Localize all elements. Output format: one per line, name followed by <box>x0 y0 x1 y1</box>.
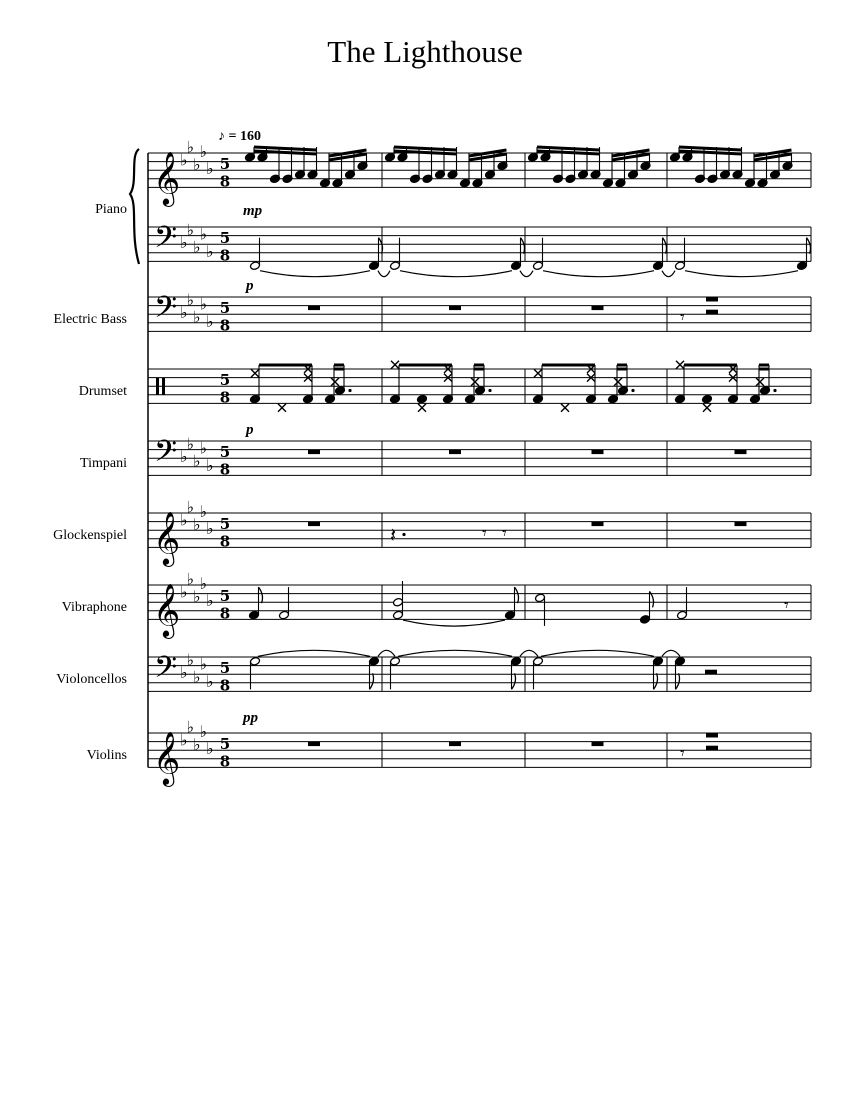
flat-sign: ♭ <box>186 650 195 670</box>
time-signature-top: 5 <box>219 443 231 462</box>
cymbal-notehead <box>676 361 684 369</box>
instrument-label-drumset: Drumset <box>78 384 127 399</box>
time-signature-bottom: 8 <box>219 460 231 479</box>
piano-lh-half-note <box>675 261 686 271</box>
cymbal-notehead <box>391 361 399 369</box>
whole-rest <box>592 450 604 455</box>
flat-sign: ♭ <box>186 569 195 589</box>
flat-sign: ♭ <box>186 717 195 737</box>
instrument-label-timpani: Timpani <box>80 456 127 471</box>
flat-sign: ♭ <box>199 142 208 161</box>
whole-rest <box>308 450 320 455</box>
flat-sign: ♭ <box>193 237 201 257</box>
whole-rest <box>308 522 320 527</box>
cello-half-note <box>390 657 401 667</box>
tie <box>400 271 512 277</box>
vibraphone-note <box>249 610 260 620</box>
flat-sign: ♭ <box>199 722 208 741</box>
flat-sign: ♭ <box>199 654 208 674</box>
beam <box>679 147 742 150</box>
treble-clef: 𝄞 <box>153 510 181 565</box>
cello-eighth-note <box>369 657 380 667</box>
time-signature-bottom: 8 <box>219 246 231 265</box>
beam <box>254 147 317 150</box>
time-signature-bottom: 8 <box>219 172 231 191</box>
vibraphone-note <box>535 593 546 603</box>
cymbal-notehead <box>331 378 339 386</box>
flag <box>259 587 263 603</box>
time-signature-bottom: 8 <box>219 676 231 695</box>
flat-sign: ♭ <box>180 730 188 750</box>
piano-lh-eighth-note <box>653 261 664 271</box>
half-rest <box>706 310 718 315</box>
cymbal-notehead <box>471 378 479 386</box>
flat-sign: ♭ <box>180 447 188 467</box>
dot <box>348 389 351 392</box>
flag <box>676 673 680 689</box>
flat-sign: ♭ <box>186 220 195 240</box>
time-signature-top: 5 <box>219 371 231 390</box>
time-signature-top: 5 <box>219 735 231 754</box>
percussion-clef <box>156 378 159 395</box>
drum-kick <box>702 394 713 404</box>
flat-sign: ♭ <box>206 455 214 475</box>
time-signature-bottom: 8 <box>219 388 231 407</box>
flat-sign: ♭ <box>193 451 201 471</box>
flat-sign: ♭ <box>186 290 195 310</box>
tempo-marking: ♪ = 160 <box>218 129 261 144</box>
flat-sign: ♭ <box>180 303 188 323</box>
flag <box>807 238 811 254</box>
tie <box>520 650 538 656</box>
notation-layer <box>245 147 811 764</box>
flat-sign: ♭ <box>193 307 201 327</box>
instrument-label-piano: Piano <box>95 202 127 217</box>
bass-clef: 𝄢 <box>154 435 178 477</box>
dynamic-piano-rh: mp <box>243 203 263 219</box>
whole-rest <box>706 733 718 738</box>
dot <box>488 389 491 392</box>
time-signature-bottom: 8 <box>219 316 231 335</box>
tie <box>662 271 675 277</box>
flag <box>663 238 667 254</box>
cymbal-notehead <box>614 378 622 386</box>
time-signature-top: 5 <box>219 587 231 606</box>
cello-eighth-note <box>675 657 686 667</box>
tie <box>543 271 654 277</box>
cello-half-note <box>250 657 261 667</box>
tie <box>685 271 798 277</box>
time-signature-top: 5 <box>219 659 231 678</box>
piano-lh-half-note <box>390 261 401 271</box>
piano-lh-eighth-note <box>797 261 808 271</box>
bass-clef: 𝄢 <box>154 291 178 333</box>
treble-clef: 𝄞 <box>153 730 181 785</box>
flat-sign: ♭ <box>206 519 214 539</box>
flat-sign: ♭ <box>199 574 208 593</box>
flat-sign: ♭ <box>206 591 214 611</box>
whole-rest <box>449 742 461 747</box>
flat-sign: ♭ <box>199 224 208 244</box>
flat-sign: ♭ <box>199 502 208 521</box>
staff-system <box>130 138 811 787</box>
instrument-label-violoncellos: Violoncellos <box>56 672 127 687</box>
time-signature-top: 5 <box>219 155 231 174</box>
flag <box>512 673 516 689</box>
flat-sign: ♭ <box>180 150 188 170</box>
vibraphone-note <box>640 615 651 625</box>
eighth-rest: 𝄾 <box>680 306 685 328</box>
dot <box>773 389 776 392</box>
tie <box>258 650 370 656</box>
eighth-rest: 𝄾 <box>784 594 789 616</box>
whole-rest <box>308 742 320 747</box>
eighth-rest: 𝄾 <box>680 742 685 764</box>
flag <box>654 673 658 689</box>
dot <box>631 389 634 392</box>
cymbal-notehead <box>418 404 426 412</box>
percussion-clef <box>162 378 165 395</box>
time-signature-bottom: 8 <box>219 532 231 551</box>
treble-clef: 𝄞 <box>153 150 181 205</box>
flag <box>370 673 374 689</box>
cymbal-notehead <box>561 404 569 412</box>
drum-kick <box>417 394 428 404</box>
flat-sign: ♭ <box>206 241 214 261</box>
instrument-label-violins: Violins <box>86 748 127 763</box>
flag <box>521 238 525 254</box>
cello-half-note <box>533 657 544 667</box>
tie <box>541 650 654 656</box>
flat-sign: ♭ <box>180 510 188 530</box>
instrument-label-vibraphone: Vibraphone <box>61 600 127 615</box>
cymbal-notehead <box>278 404 286 412</box>
flat-sign: ♭ <box>186 434 195 454</box>
flat-sign: ♭ <box>199 438 208 458</box>
piano-lh-half-note <box>250 261 261 271</box>
tie <box>403 620 505 626</box>
flat-sign: ♭ <box>180 233 188 253</box>
piano-brace <box>130 149 139 264</box>
dynamic-drumset: p <box>246 422 254 438</box>
flat-sign: ♭ <box>206 739 214 759</box>
flat-sign: ♭ <box>180 663 188 683</box>
whole-rest <box>592 522 604 527</box>
cello-eighth-note <box>653 657 664 667</box>
whole-rest <box>735 450 747 455</box>
treble-clef: 𝄞 <box>153 582 181 637</box>
whole-rest <box>735 522 747 527</box>
cymbal-notehead <box>534 369 542 377</box>
tie <box>398 650 512 656</box>
time-signature-bottom: 8 <box>219 752 231 771</box>
time-signature-bottom: 8 <box>219 604 231 623</box>
eighth-rest: 𝄾 <box>482 522 487 544</box>
cello-eighth-note <box>511 657 522 667</box>
dot <box>402 533 405 536</box>
flat-sign: ♭ <box>193 734 201 754</box>
flat-sign: ♭ <box>206 311 214 331</box>
piano-lh-eighth-note <box>511 261 522 271</box>
flat-sign: ♭ <box>193 667 201 687</box>
vibraphone-note <box>505 610 516 620</box>
dynamic-piano-lh: p <box>246 278 254 294</box>
tie <box>520 271 533 277</box>
bass-clef: 𝄢 <box>154 651 178 693</box>
half-rest <box>706 746 718 751</box>
flat-sign: ♭ <box>193 154 201 174</box>
time-signature-top: 5 <box>219 515 231 534</box>
flat-sign: ♭ <box>206 671 214 691</box>
tie <box>260 271 370 277</box>
whole-rest <box>449 450 461 455</box>
vibraphone-note <box>393 597 404 607</box>
eighth-rest: 𝄾 <box>502 522 507 544</box>
flat-sign: ♭ <box>206 159 214 179</box>
piano-lh-half-note <box>533 261 544 271</box>
flat-sign: ♭ <box>193 586 201 606</box>
time-signature-top: 5 <box>219 299 231 318</box>
whole-rest <box>308 306 320 311</box>
dynamic-violoncellos: pp <box>243 710 258 726</box>
whole-rest <box>592 306 604 311</box>
vibraphone-note <box>677 610 688 620</box>
time-signature-top: 5 <box>219 229 231 248</box>
flag <box>515 587 519 603</box>
beam <box>537 147 600 150</box>
flat-sign: ♭ <box>193 514 201 534</box>
score-title: The Lighthouse <box>327 34 523 69</box>
flat-sign: ♭ <box>180 582 188 602</box>
piano-lh-eighth-note <box>369 261 380 271</box>
instrument-label-glockenspiel: Glockenspiel <box>53 528 127 543</box>
half-rest <box>705 670 717 675</box>
cymbal-notehead <box>756 378 764 386</box>
whole-rest <box>592 742 604 747</box>
tie <box>662 650 680 656</box>
cymbal-notehead <box>251 369 259 377</box>
bass-clef: 𝄢 <box>154 221 178 263</box>
beam <box>394 147 457 150</box>
vibraphone-note <box>279 610 290 620</box>
flat-sign: ♭ <box>186 497 195 517</box>
whole-rest <box>449 306 461 311</box>
flat-sign: ♭ <box>186 137 195 157</box>
tie <box>378 271 390 277</box>
instrument-label-electric-bass: Electric Bass <box>53 312 127 327</box>
whole-rest <box>706 297 718 302</box>
vibraphone-note <box>393 610 404 620</box>
flat-sign: ♭ <box>199 294 208 314</box>
quarter-rest: 𝄽 <box>390 522 397 547</box>
tie <box>378 650 395 656</box>
cymbal-notehead <box>703 404 711 412</box>
